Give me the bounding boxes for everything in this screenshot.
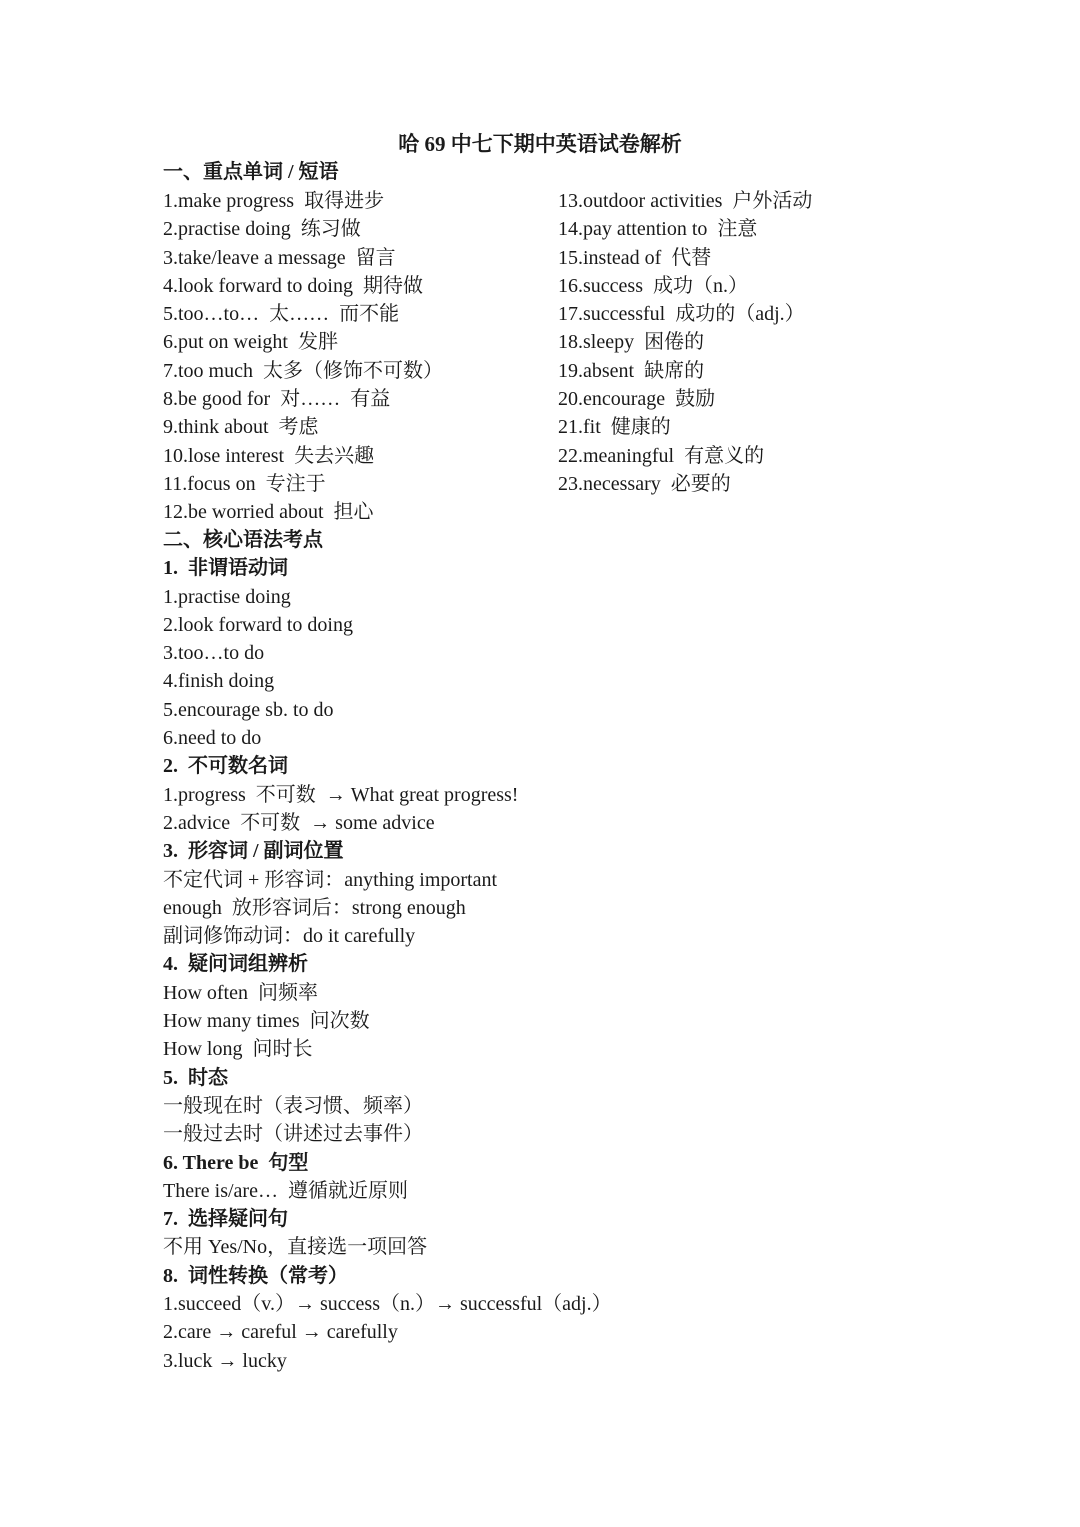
grammar-topic-heading: 3. 形容词 / 副词位置 xyxy=(163,840,344,863)
grammar-line: 4.finish doing xyxy=(163,670,275,693)
vocab-item: 12.be worried about 担心 xyxy=(163,501,374,524)
grammar-line: 副词修饰动词：do it carefully xyxy=(163,925,416,948)
vocab-item: 18.sleepy 困倦的 xyxy=(558,331,705,354)
grammar-topic-heading: 4. 疑问词组辨析 xyxy=(163,953,308,976)
grammar-line: 5.encourage sb. to do xyxy=(163,698,334,721)
grammar-line: 6.need to do xyxy=(163,727,262,750)
grammar-line: 2.advice 不可数 → some advice xyxy=(163,811,435,834)
grammar-line: 1.practise doing xyxy=(163,585,291,608)
vocab-item: 16.success 成功（n.） xyxy=(558,274,748,297)
grammar-line: There is/are… 遵循就近原则 xyxy=(163,1179,408,1202)
vocab-item: 2.practise doing 练习做 xyxy=(163,218,361,241)
grammar-line: 不定代词 + 形容词：anything important xyxy=(163,868,498,891)
vocab-item: 23.necessary 必要的 xyxy=(558,472,731,495)
vocab-item: 3.take/leave a message 留言 xyxy=(163,246,396,269)
vocab-item: 17.successful 成功的（adj.） xyxy=(558,303,805,326)
vocab-item: 22.meaningful 有意义的 xyxy=(558,444,765,467)
vocab-item: 6.put on weight 发胖 xyxy=(163,331,338,354)
grammar-topic-heading: 1. 非谓语动词 xyxy=(163,557,288,580)
vocab-item: 7.too much 太多（修饰不可数） xyxy=(163,359,443,382)
grammar-line: 2.look forward to doing xyxy=(163,613,353,636)
section-heading-grammar: 二、核心语法考点 xyxy=(163,529,323,551)
grammar-line: 3.luck → lucky xyxy=(163,1349,287,1372)
grammar-line: 一般现在时（表习惯、频率） xyxy=(163,1094,423,1117)
grammar-topic-heading: 8. 词性转换（常考） xyxy=(163,1264,348,1287)
vocab-item: 20.encourage 鼓励 xyxy=(558,388,716,411)
section-heading-vocabulary: 一、重点单词 / 短语 xyxy=(163,161,339,183)
grammar-line: 一般过去时（讲述过去事件） xyxy=(163,1123,423,1146)
grammar-line: How often 问频率 xyxy=(163,981,318,1004)
vocab-item: 10.lose interest 失去兴趣 xyxy=(163,444,375,467)
grammar-section xyxy=(163,526,612,1375)
vocab-item: 14.pay attention to 注意 xyxy=(558,218,758,241)
grammar-line: How long 问时长 xyxy=(163,1038,313,1061)
grammar-line: 1.succeed（v.）→ success（n.）→ successful（adj.） xyxy=(163,1293,612,1316)
document-title: 哈 69 中七下期中英语试卷解析 xyxy=(398,132,682,156)
vocab-item: 4.look forward to doing 期待做 xyxy=(163,274,423,297)
vocab-item: 1.make progress 取得进步 xyxy=(163,190,385,212)
grammar-line: How many times 问次数 xyxy=(163,1010,370,1033)
vocab-item: 19.absent 缺席的 xyxy=(558,359,705,382)
grammar-topic-heading: 5. 时态 xyxy=(163,1066,228,1089)
vocab-list-left xyxy=(163,187,443,527)
vocab-item: 11.focus on 专注于 xyxy=(163,472,326,495)
grammar-line: 1.progress 不可数 → What great progress! xyxy=(163,783,519,806)
vocab-item: 9.think about 考虑 xyxy=(163,416,319,439)
grammar-line: 不用 Yes/No，直接选一项回答 xyxy=(163,1236,428,1259)
vocab-list-right xyxy=(558,187,812,498)
grammar-line: 3.too…to do xyxy=(163,642,265,665)
vocab-item: 15.instead of 代替 xyxy=(558,246,712,269)
vocab-item: 5.too…to… 太…… 而不能 xyxy=(163,303,400,326)
vocab-item: 8.be good for 对…… 有益 xyxy=(163,388,391,411)
grammar-line: enough 放形容词后：strong enough xyxy=(163,896,466,919)
grammar-topic-heading: 7. 选择疑问句 xyxy=(163,1208,288,1231)
vocab-item: 21.fit 健康的 xyxy=(558,416,671,439)
vocab-item: 13.outdoor activities 户外活动 xyxy=(558,190,813,212)
grammar-line: 2.care → careful → carefully xyxy=(163,1321,398,1344)
grammar-topic-heading: 2. 不可数名词 xyxy=(163,755,288,778)
grammar-topic-heading: 6. There be 句型 xyxy=(163,1151,309,1174)
